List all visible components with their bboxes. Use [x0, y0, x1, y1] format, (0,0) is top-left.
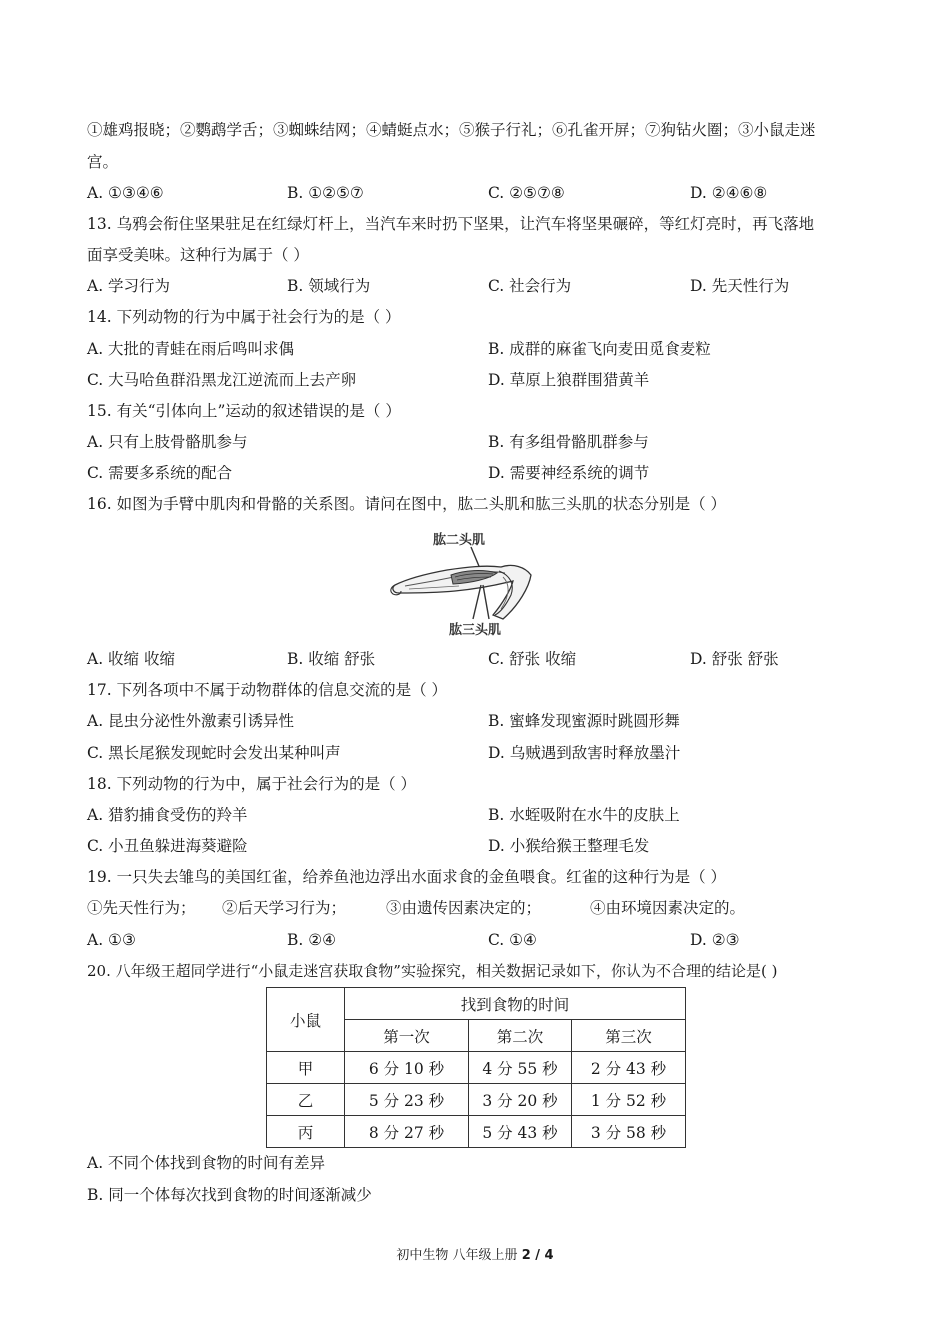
q12-stem-line1: ①雄鸡报晓；②鹦鹉学舌；③蜘蛛结网；④蜻蜓点水；⑤猴子行礼；⑥孔雀开屏；⑦狗钻火圈；③小鼠走迷 — [87, 121, 816, 139]
table-cell: 3 分 20 秒 — [469, 1084, 572, 1116]
q13-option-d: D. 先天性行为 — [690, 277, 790, 295]
q13-option-a: A. 学习行为 — [87, 277, 171, 295]
table-row — [267, 1052, 686, 1084]
page-number: 2 / 4 — [521, 1248, 554, 1263]
q16-option-a: A. 收缩 收缩 — [87, 650, 175, 668]
q18-option-c: C. 小丑鱼躲进海葵避险 — [87, 837, 248, 855]
q15-stem: 15. 有关“引体向上”运动的叙述错误的是（ ） — [87, 402, 401, 420]
table-cell-mouse: 丙 — [267, 1116, 345, 1148]
q13-option-b: B. 领域行为 — [287, 277, 371, 295]
table-header-mouse: 小鼠 — [267, 988, 345, 1052]
q12-stem-line2: 宫。 — [87, 153, 119, 171]
table-cell: 5 分 23 秒 — [345, 1084, 469, 1116]
figure-label-biceps: 肱二头肌 — [433, 533, 486, 548]
q18-option-d: D. 小猴给猴王整理毛发 — [488, 837, 650, 855]
q16-stem: 16. 如图为手臂中肌肉和骨骼的关系图。请问在图中，肱二头肌和肱三头肌的状态分别是（ ） — [87, 495, 727, 513]
q15-option-d: D. 需要神经系统的调节 — [488, 464, 650, 482]
maze-data-table — [266, 987, 686, 1148]
q15-option-c: C. 需要多系统的配合 — [87, 464, 233, 482]
q18-option-b: B. 水蛭吸附在水牛的皮肤上 — [488, 806, 680, 824]
table-header-trial: 第一次 — [345, 1020, 469, 1052]
q17-stem: 17. 下列各项中不属于动物群体的信息交流的是（ ） — [87, 681, 448, 699]
q14-option-d: D. 草原上狼群围猎黄羊 — [488, 371, 650, 389]
q17-option-a: A. 昆虫分泌性外激素引诱异性 — [87, 712, 295, 730]
q19-choice-3: ③由遗传因素决定的； — [386, 899, 542, 917]
figure-label-triceps: 肱三头肌 — [449, 623, 502, 638]
q19-option-b: B. ②④ — [287, 931, 337, 949]
page-footer — [0, 1244, 950, 1263]
q19-stem: 19. 一只失去雏鸟的美国红雀，给养鱼池边浮出水面求食的金鱼喂食。红雀的这种行为是（ ） — [87, 868, 727, 886]
q12-option-b: B. ①②⑤⑦ — [287, 184, 364, 202]
q19-choice-4: ④由环境因素决定的。 — [590, 899, 746, 917]
q17-option-c: C. 黑长尾猴发现蛇时会发出某种叫声 — [87, 744, 341, 762]
q13-stem-line2: 面享受美味。这种行为属于（ ） — [87, 246, 309, 264]
q14-stem: 14. 下列动物的行为中属于社会行为的是（ ） — [87, 308, 401, 326]
q20-option-b: B. 同一个体每次找到食物的时间逐渐减少 — [87, 1186, 372, 1204]
table-cell: 5 分 43 秒 — [469, 1116, 572, 1148]
q18-stem: 18. 下列动物的行为中，属于社会行为的是（ ） — [87, 775, 417, 793]
table-header-row — [267, 988, 686, 1020]
q19-option-c: C. ①④ — [488, 931, 537, 949]
table-row — [267, 1116, 686, 1148]
arm-muscle-figure — [385, 527, 535, 639]
q13-stem-line1: 13. 乌鸦会衔住坚果驻足在红绿灯杆上，当汽车来时扔下坚果，让汽车将坚果碾碎，等红灯亮时，再飞落地 — [87, 215, 815, 233]
table-cell: 4 分 55 秒 — [469, 1052, 572, 1084]
q14-option-c: C. 大马哈鱼群沿黑龙江逆流而上去产卵 — [87, 371, 357, 389]
q17-option-d: D. 乌贼遇到敌害时释放墨汁 — [488, 744, 681, 762]
q18-option-a: A. 猎豹捕食受伤的羚羊 — [87, 806, 248, 824]
q20-stem: 20. 八年级王超同学进行“小鼠走迷宫获取食物”实验探究，相关数据记录如下，你认为不合理的结论是( ) — [87, 962, 778, 980]
q19-option-d: D. ②③ — [690, 931, 740, 949]
q14-option-b: B. 成群的麻雀飞向麦田觅食麦粒 — [488, 340, 711, 358]
table-cell: 3 分 58 秒 — [572, 1116, 686, 1148]
table-header-trial: 第三次 — [572, 1020, 686, 1052]
q17-option-b: B. 蜜蜂发现蜜源时跳圆形舞 — [488, 712, 680, 730]
table-header-trial: 第二次 — [469, 1020, 572, 1052]
q15-option-a: A. 只有上肢骨骼肌参与 — [87, 433, 248, 451]
table-cell: 6 分 10 秒 — [345, 1052, 469, 1084]
q19-option-a: A. ①③ — [87, 931, 136, 949]
q19-choice-1: ①先天性行为； — [87, 899, 196, 917]
q16-option-b: B. 收缩 舒张 — [287, 650, 376, 668]
q15-option-b: B. 有多组骨骼肌群参与 — [488, 433, 649, 451]
table-cell: 1 分 52 秒 — [572, 1084, 686, 1116]
q16-option-d: D. 舒张 舒张 — [690, 650, 779, 668]
q20-option-a: A. 不同个体找到食物的时间有差异 — [87, 1154, 326, 1172]
q19-choice-2: ②后天学习行为； — [222, 899, 347, 917]
q12-option-a: A. ①③④⑥ — [87, 184, 164, 202]
table-cell-mouse: 甲 — [267, 1052, 345, 1084]
table-cell-mouse: 乙 — [267, 1084, 345, 1116]
table-row — [267, 1084, 686, 1116]
q16-option-c: C. 舒张 收缩 — [488, 650, 577, 668]
q13-option-c: C. 社会行为 — [488, 277, 572, 295]
table-header-time: 找到食物的时间 — [345, 988, 686, 1020]
q12-option-c: C. ②⑤⑦⑧ — [488, 184, 565, 202]
table-cell: 2 分 43 秒 — [572, 1052, 686, 1084]
q14-option-a: A. 大批的青蛙在雨后鸣叫求偶 — [87, 340, 295, 358]
q12-option-d: D. ②④⑥⑧ — [690, 184, 768, 202]
table-cell: 8 分 27 秒 — [345, 1116, 469, 1148]
footer-text: 初中生物 八年级上册 — [396, 1248, 522, 1263]
